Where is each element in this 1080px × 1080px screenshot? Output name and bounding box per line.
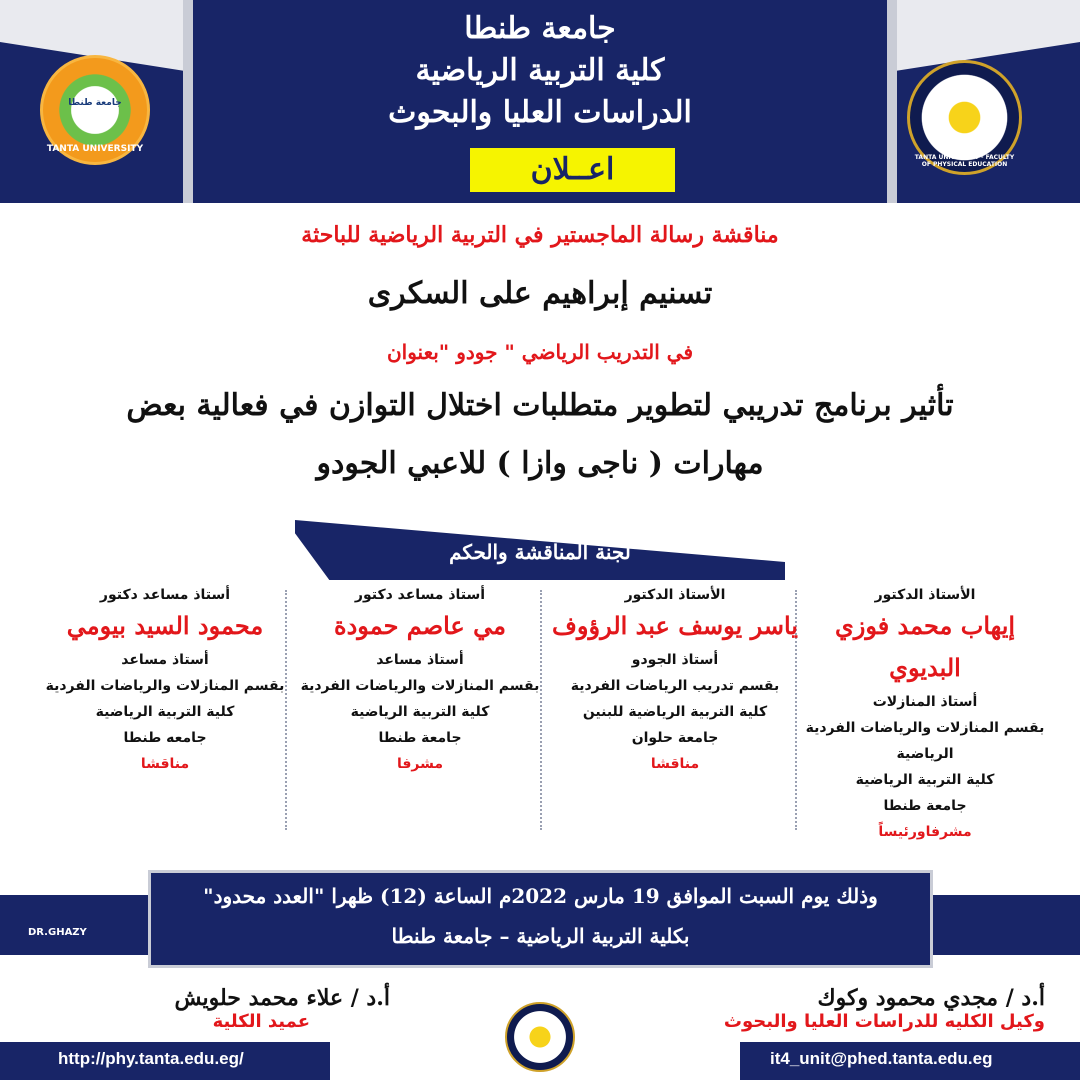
member-department: بقسم تدريب الرياضات الفردية <box>570 678 780 694</box>
committee-member <box>40 585 290 845</box>
member-name: محمود السيد بيومي <box>66 611 264 640</box>
thesis-title-line-2: مهارات ( ناجى وازا ) للاعبي الجودو <box>316 446 764 481</box>
announcement-badge: اعــلان <box>470 148 675 192</box>
member-name: مي عاصم حمودة <box>334 611 506 640</box>
member-title: أستاذ مساعد <box>121 652 209 668</box>
thesis-title-line-1: تأثير برنامج تدريبي لتطوير متطلبات اختلال التوازن في فعالية بعض <box>126 388 954 423</box>
header-stripe-left <box>183 0 193 203</box>
committee-member <box>295 585 545 845</box>
faculty-logo-bottom <box>505 1002 575 1072</box>
member-title: أستاذ الجودو <box>631 652 719 668</box>
designer-credit: DR.GHAZY <box>28 927 87 938</box>
member-rank: أستاذ مساعد دكتور <box>354 587 486 603</box>
faculty-name: كلية التربية الرياضية <box>415 53 665 88</box>
member-role: مشرفا <box>396 756 444 772</box>
place-line: بكلية التربية الرياضية – جامعة طنطا <box>391 924 690 948</box>
signature-left-title: عميد الكلية <box>212 1011 310 1032</box>
member-faculty: كلية التربية الرياضية <box>350 704 490 720</box>
date-line: وذلك يوم السبت الموافق 19 مارس 2022م الساعة (12) ظهرا "العدد محدود" <box>203 884 878 908</box>
website-link[interactable]: http://phy.tanta.edu.eg/ <box>58 1049 244 1068</box>
signature-right <box>724 985 1045 1032</box>
signature-right-name: أ.د / مجدي محمود وكوك <box>817 985 1045 1011</box>
member-title: أستاذ مساعد <box>376 652 464 668</box>
faculty-logo <box>907 60 1022 175</box>
member-faculty: كلية التربية الرياضية للبنين <box>582 704 768 720</box>
member-name: ياسر يوسف عبد الرؤوف <box>552 611 798 640</box>
department-name: الدراسات العليا والبحوث <box>388 95 692 130</box>
signature-left <box>60 985 390 1032</box>
header-stripe-right <box>887 0 897 203</box>
field-line: في التدريب الرياضي " جودو "بعنوان <box>386 340 693 364</box>
member-university: جامعة طنطا <box>378 730 462 746</box>
left-logo-text: جامعة طنطا <box>68 97 122 108</box>
member-title: أستاذ المنازلات <box>872 694 978 710</box>
tanta-university-logo <box>40 55 150 165</box>
member-role: مناقشا <box>650 756 700 772</box>
signature-right-title: وكيل الكليه للدراسات العليا والبحوث <box>723 1011 1045 1032</box>
university-name: جامعة طنطا <box>464 11 616 46</box>
member-rank: الأستاذ الدكتور <box>624 587 726 603</box>
committee-member <box>800 585 1050 845</box>
email-link[interactable]: it4_unit@phed.tanta.edu.eg <box>770 1049 993 1068</box>
header-center-extension <box>780 0 890 203</box>
announcement-line: مناقشة رسالة الماجستير في التربية الرياضية للباحثة <box>301 222 779 248</box>
header-titles <box>290 8 790 134</box>
member-role: مشرفاورئيساً <box>878 824 972 840</box>
member-name: إيهاب محمد فوزي البديوي <box>834 611 1016 682</box>
committee-member <box>550 585 800 845</box>
member-faculty: كلية التربية الرياضية <box>855 772 995 788</box>
committee-members <box>25 585 1065 845</box>
member-rank: أستاذ مساعد دكتور <box>99 587 231 603</box>
right-logo-ring-text: TANTA UNIVERSITY - FACULTY OF PHYSICAL EDUCATION <box>914 154 1015 168</box>
member-department: بقسم المنازلات والرياضات الفردية <box>300 678 540 694</box>
member-role: مناقشا <box>140 756 190 772</box>
researcher-name: تسنيم إبراهيم على السكرى <box>367 276 713 311</box>
committee-label: لجنة المناقشة والحكم <box>449 540 631 564</box>
member-university: جامعة حلوان <box>631 730 719 746</box>
member-faculty: كلية التربية الرياضية <box>95 704 235 720</box>
member-university: جامعه طنطا <box>123 730 207 746</box>
member-department: بقسم المنازلات والرياضات الفردية <box>45 678 285 694</box>
member-university: جامعة طنطا <box>883 798 967 814</box>
left-logo-ring-text: TANTA UNIVERSITY <box>46 144 144 154</box>
member-department: بقسم المنازلات والرياضات الفردية الرياضية <box>805 720 1045 762</box>
member-rank: الأستاذ الدكتور <box>874 587 976 603</box>
signature-left-name: أ.د / علاء محمد حلويش <box>174 985 390 1011</box>
